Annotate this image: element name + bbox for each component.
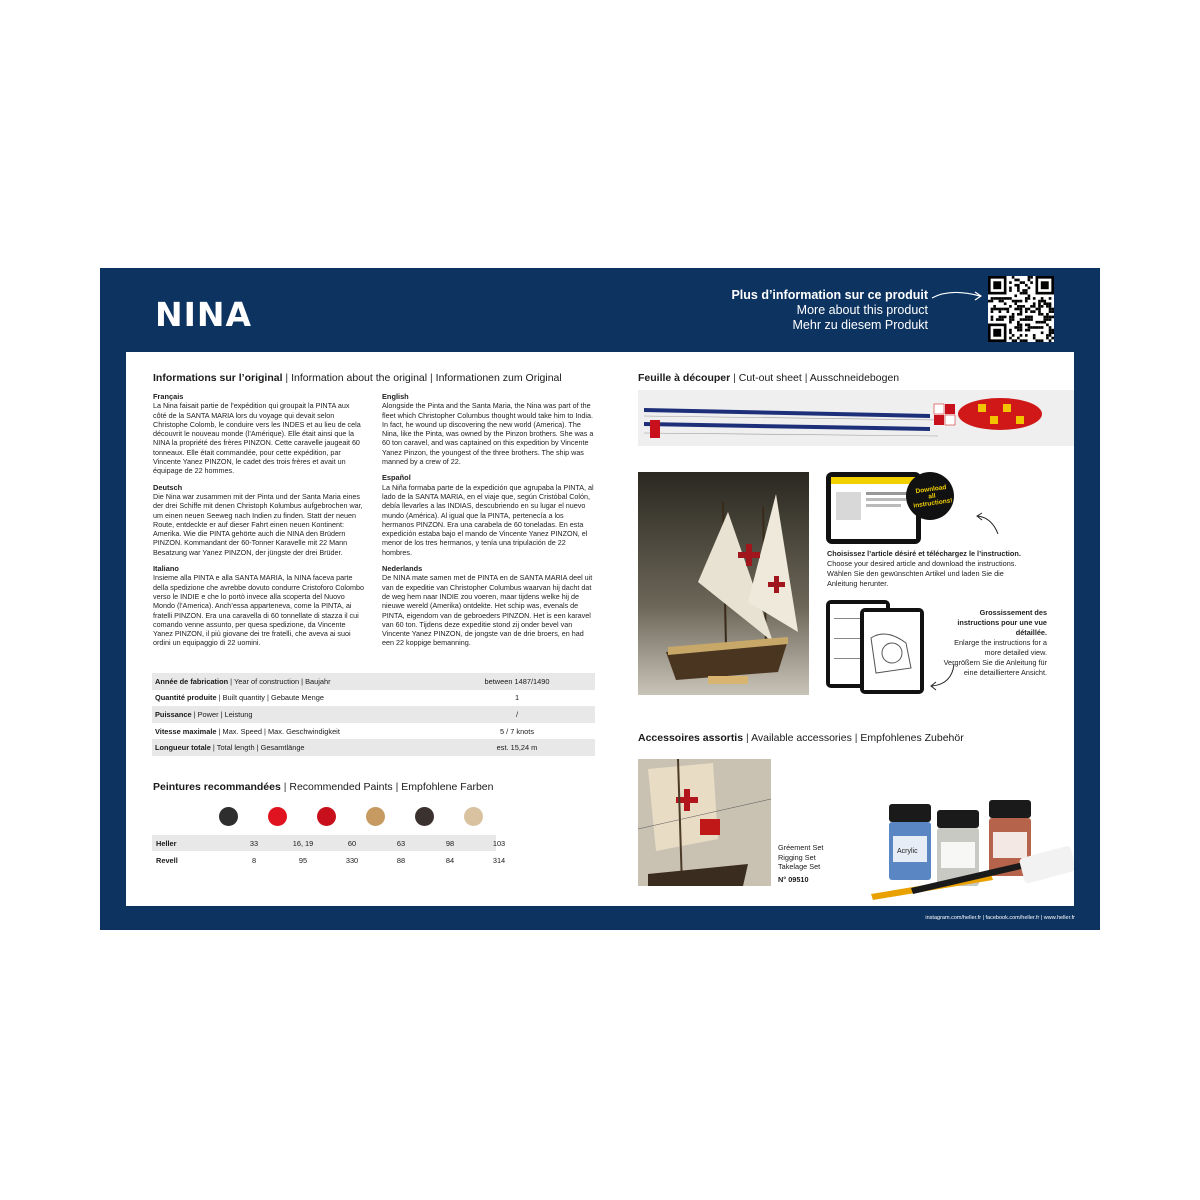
cutout-heading: Feuille à découper | Cut-out sheet | Ausschneidebogen [638,372,900,384]
lang-heading-en: English [382,392,409,401]
text-fr: La Nina faisait partie de l’expédition qui groupait la PINTA aux côté de la SANTA MARIA lors du voyage qui devait selon Christophe Colomb, le conduire vers les INDES et au lieu de cela découvrit le nouveau monde (l’Amérique). Elle était ainsi que la NINA la propriété des frères PINZON. Cette caravelle jaugeait 60 tonneaux. Elle était commandée, pour cette expédition, par Vincente Yanez PINZON, le cadet des trois frères et avait un équipage de 22 hommes. [153,401,361,476]
info-heading: Informations sur l’original | Information about the original | Informationen zum Original [153,372,562,384]
arrow-icon [930,286,986,306]
more-info-en: More about this product [796,303,928,317]
table-row: Puissance | Power | Leistung / [152,706,595,723]
text-it: Insieme alla PINTA e alla SANTA MARIA, la NINA faceva parte della spedizione che avrebbe dovuto condurre Cristoforo Colombo verso le INDIE e che lo portò invece alla scoperta del Nuovo Mondo (l’America). Anch’essa apparteneva, come la PINTA, ai fratelli PINZON. Era una caravella di 60 tonnellate di stazza il cui comando venne assunto, per quesa spedizione, da Vincente Yanez PINZON, il più giovane dei tre fratelli, che aveva ai suoi ordini un equipaggio di 22 uomini. [153,573,364,648]
lang-heading-es: Español [382,473,411,483]
paint-jars-graphic [871,784,1074,906]
download-badge[interactable]: Download all instructions! [912,483,953,510]
cutout-sheet-image [638,390,1074,446]
accessories-heading: Accessoires assortis | Available accessories | Empfohlenes Zubehör [638,732,964,744]
paint-swatch [464,807,483,826]
lang-heading-fr: Français [153,392,184,401]
curved-arrow-icon [972,512,1002,536]
text-es: La Niña formaba parte de la expedición que agrupaba la PINTA, al lado de la SANTA MARIA, en el viaje que, según Cristóbal Colón, debía llevarles a las INDIAS, descubriendo en su lugar el nuevo mundo (América). Al igual que la PINTA, pertenecía a los hermanos PINZON. Era una carabela de 60 toneladas. En esta expedición estaba bajo el mando de Vincente Yanez PINZON, el menor de los tres hermanos, y tenía una tripulación de 22 hombres. [382,482,594,557]
table-row: Quantité produite | Built quantity | Gebaute Menge 1 [155,693,520,703]
info-right-column [382,392,594,655]
text-nl: De NINA mate samen met de PINTA en de SANTA MARIA deel uit van de expeditie van Christopher Columbus waarvan hij dacht dat de weg hem naar INDIE zou voeren, maar tijdens welke hij de nieuwe wereld (Amerika) ontdekte. Het schip was, evenals de PINTA, eigendom van de gebroeders PINZON. Het is een karavel van 60 ton. Tijdens deze expeditie stond zij onder bevel van Vincente Yanez PINZON, de jongste van de drie broers, en had een 22 koppige bemanning. [382,573,593,648]
lang-heading-nl: Nederlands [382,564,423,574]
instructions-block-2: Grossissement des instructions pour une vue détaillée. Enlarge the instructions for a more detailed view. Vergrößern Sie die Anleitung für eine detailliertere Ansicht. [943,608,1047,677]
rigging-set-photo [638,759,771,886]
content-panel [126,352,1074,906]
rigging-set-label: Gréement Set Rigging Set Takelage Set N° 09510 [778,843,824,884]
tablet-screenshot-icon [826,470,966,548]
page-title: NINA [155,295,253,334]
ship-model-photo [638,472,809,695]
ship-model-graphic [638,472,809,695]
specs-table [152,673,595,756]
text-de: Die Nina war zusammen mit der Pinta und der Santa Maria eines der drei Schiffe mit denen Christoph Kolumbus aufgebrochen war, um einen neuen Seeweg nach Indien zu finden. Statt der neuen Route, entdeckte er auf dieser Fahrt einen neuen Kontinent: Amerika. Wie die PINTA gehörte auch die NINA den Brüdern PINZON. Kommandant der 60-Tonner Karavelle mit 22 Mann Besatzung war Yanez PINZON, der jüngste der drei Brüder. [153,491,363,557]
instructions-block-1: Choisissez l’article désiré et téléchargez le l’instruction. Choose your desired article and download the instructions. Wählen Sie den gewünschten Artikel und laden Sie die Anleitung herunter. [827,549,1021,588]
paint-swatch [268,807,287,826]
table-row: Vitesse maximale | Max. Speed | Max. Geschwindigkeit 5 / 7 knots [155,726,535,736]
more-info-fr: Plus d’information sur ce produit [731,288,928,302]
jar-label: Acrylic [897,848,918,855]
text-en: Alongside the Pinta and the Santa Maria, the Nina was part of the fleet which Christopher Columbus thought would take him to India. In fact, he wound up discovering the new world (America). The Nina, like the Pinta, was owned by the Pinzon brothers. She was a 60 ton caravel, and was captained on this expedition by Vincente Yanez Pinzon, the youngest of the three brothers. The ship was manned by a crew of 22. [382,401,594,467]
paint-swatch [366,807,385,826]
paints-heading: Peintures recommandées | Recommended Paints | Empfohlene Farben [153,781,494,793]
paint-row-heller: Heller 33 16, 19 60 63 98 103 [152,835,496,851]
paint-swatch [415,807,434,826]
paint-swatch [219,807,238,826]
paint-row-revell: Revell 8 95 330 88 84 314 [156,856,506,865]
qr-code-icon [988,276,1054,342]
rigging-set-graphic [638,759,771,886]
paint-swatch [317,807,336,826]
paint-jars-photo [871,784,1074,906]
leaflet-frame [100,268,1100,930]
table-row: Année de fabrication | Year of construction | Baujahr between 1487/1490 [152,673,595,690]
info-left-column [153,392,365,655]
more-info-block [731,288,928,333]
footer-social-links[interactable]: instagram.com/heller.fr | facebook.com/heller.fr | www.heller.fr [925,915,1075,921]
lang-heading-it: Italiano [153,564,179,574]
lang-heading-de: Deutsch [153,482,183,492]
table-row: Longueur totale | Total length | Gesamtlänge est. 15,24 m [152,739,595,756]
tablet-instructions-icon [826,598,924,694]
cutout-sheet-graphic [638,390,1074,446]
qr-code[interactable] [988,276,1054,342]
more-info-de: Mehr zu diesem Produkt [792,318,928,332]
